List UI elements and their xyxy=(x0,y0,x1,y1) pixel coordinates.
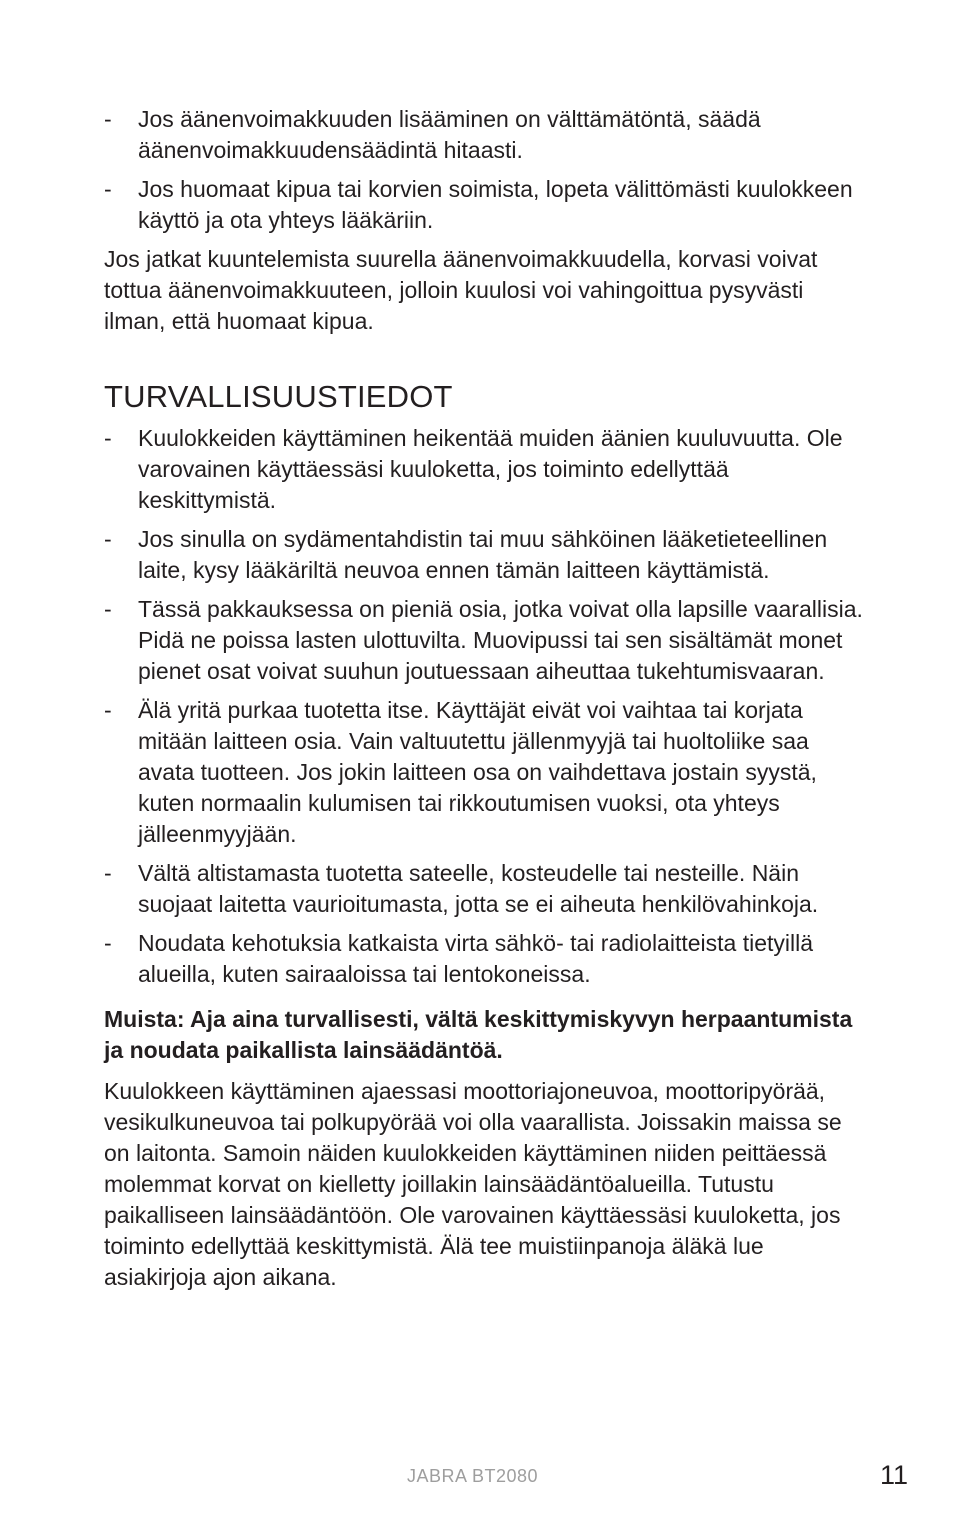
bullet-dash: - xyxy=(104,106,112,132)
list-item xyxy=(104,174,864,236)
bullet-text: Tässä pakkauksessa on pieniä osia, jotka voivat olla lapsille vaarallisia. Pidä ne poissa lasten ulottuvilta. Muovipussi tai sen sisältämät monet pienet osat voivat suuhun joutuessaan aiheuttaa tukehtumisvaaran. xyxy=(138,596,863,684)
section-heading: TURVALLISUUSTIEDOT xyxy=(104,379,453,414)
list-item xyxy=(104,928,864,990)
bullet-dash: - xyxy=(104,526,112,552)
bullet-text: Jos huomaat kipua tai korvien soimista, lopeta välittömästi kuulokkeen käyttö ja ota yhteys lääkäriin. xyxy=(138,176,853,233)
list-item xyxy=(104,104,864,166)
footer-brand: JABRA BT2080 xyxy=(407,1466,539,1486)
bullet-dash: - xyxy=(104,697,112,723)
bullet-text: Älä yritä purkaa tuotetta itse. Käyttäjät eivät voi vaihtaa tai korjata mitään laitteen osia. Vain valtuutettu jällenmyyjä tai huoltoliike saa avata tuotteen. Jos jokin laitteen osa on vaihdettava jostain syystä, kuten normaalin kulumisen tai rikkoutumisen vuoksi, ota yhteys jälleenmyyjään. xyxy=(138,697,817,847)
reminder-bold-text: Muista: Aja aina turvallisesti, vältä keskittymiskyvyn herpaantumista ja noudata paikallista lainsäädäntöä. xyxy=(104,1006,853,1063)
bullet-dash: - xyxy=(104,860,112,886)
bullet-dash: - xyxy=(104,176,112,202)
intro-paragraph: Jos jatkat kuuntelemista suurella äänenvoimakkuudella, korvasi voivat tottua äänenvoimakkuuteen, jolloin kuulosi voi vahingoittua pysyvästi ilman, että huomaat kipua. xyxy=(104,246,818,334)
list-item xyxy=(104,695,864,850)
intro-bullet-list xyxy=(104,104,864,236)
list-item xyxy=(104,524,864,586)
safety-bullet-list xyxy=(104,423,864,990)
list-item xyxy=(104,858,864,920)
bullet-text: Vältä altistamasta tuotetta sateelle, kosteudelle tai nesteille. Näin suojaat laitetta vaurioitumasta, jotta se ei aiheuta henkilövahinkoja. xyxy=(138,860,819,917)
bullet-dash: - xyxy=(104,930,112,956)
bullet-text: Jos äänenvoimakkuuden lisääminen on välttämätöntä, säädä äänenvoimakkuudensäädintä hitaasti. xyxy=(138,106,761,163)
driving-paragraph: Kuulokkeen käyttäminen ajaessasi moottoriajoneuvoa, moottoripyörää, vesikulkuneuvoa tai polkupyörää voi olla vaarallista. Joissakin maissa se on laitonta. Samoin näiden kuulokkeiden käyttäminen niiden peittäessä molemmat korvat on kielletty joillakin lainsäädäntöalueilla. Tutustu paikalliseen lainsäädäntöön. Ole varovainen käyttäessäsi kuuloketta, jos toiminto edellyttää keskittymistä. Älä tee muistiinpanoja äläkä lue asiakirjoja ajon aikana. xyxy=(104,1078,842,1290)
page-number: 11 xyxy=(880,1460,909,1490)
bullet-text: Jos sinulla on sydämentahdistin tai muu sähköinen lääketieteellinen laite, kysy lääkäriltä neuvoa ennen tämän laitteen käyttämistä. xyxy=(138,526,828,583)
page-content xyxy=(104,104,864,1303)
list-item xyxy=(104,423,864,516)
bullet-text: Noudata kehotuksia katkaista virta sähkö- tai radiolaitteista tietyillä alueilla, kuten sairaaloissa tai lentokoneissa. xyxy=(138,930,814,987)
bullet-dash: - xyxy=(104,596,112,622)
bullet-dash: - xyxy=(104,425,112,451)
list-item xyxy=(104,594,864,687)
bullet-text: Kuulokkeiden käyttäminen heikentää muiden äänien kuuluvuutta. Ole varovainen käyttäessäsi kuuloketta, jos toiminto edellyttää keskittymistä. xyxy=(138,425,843,513)
